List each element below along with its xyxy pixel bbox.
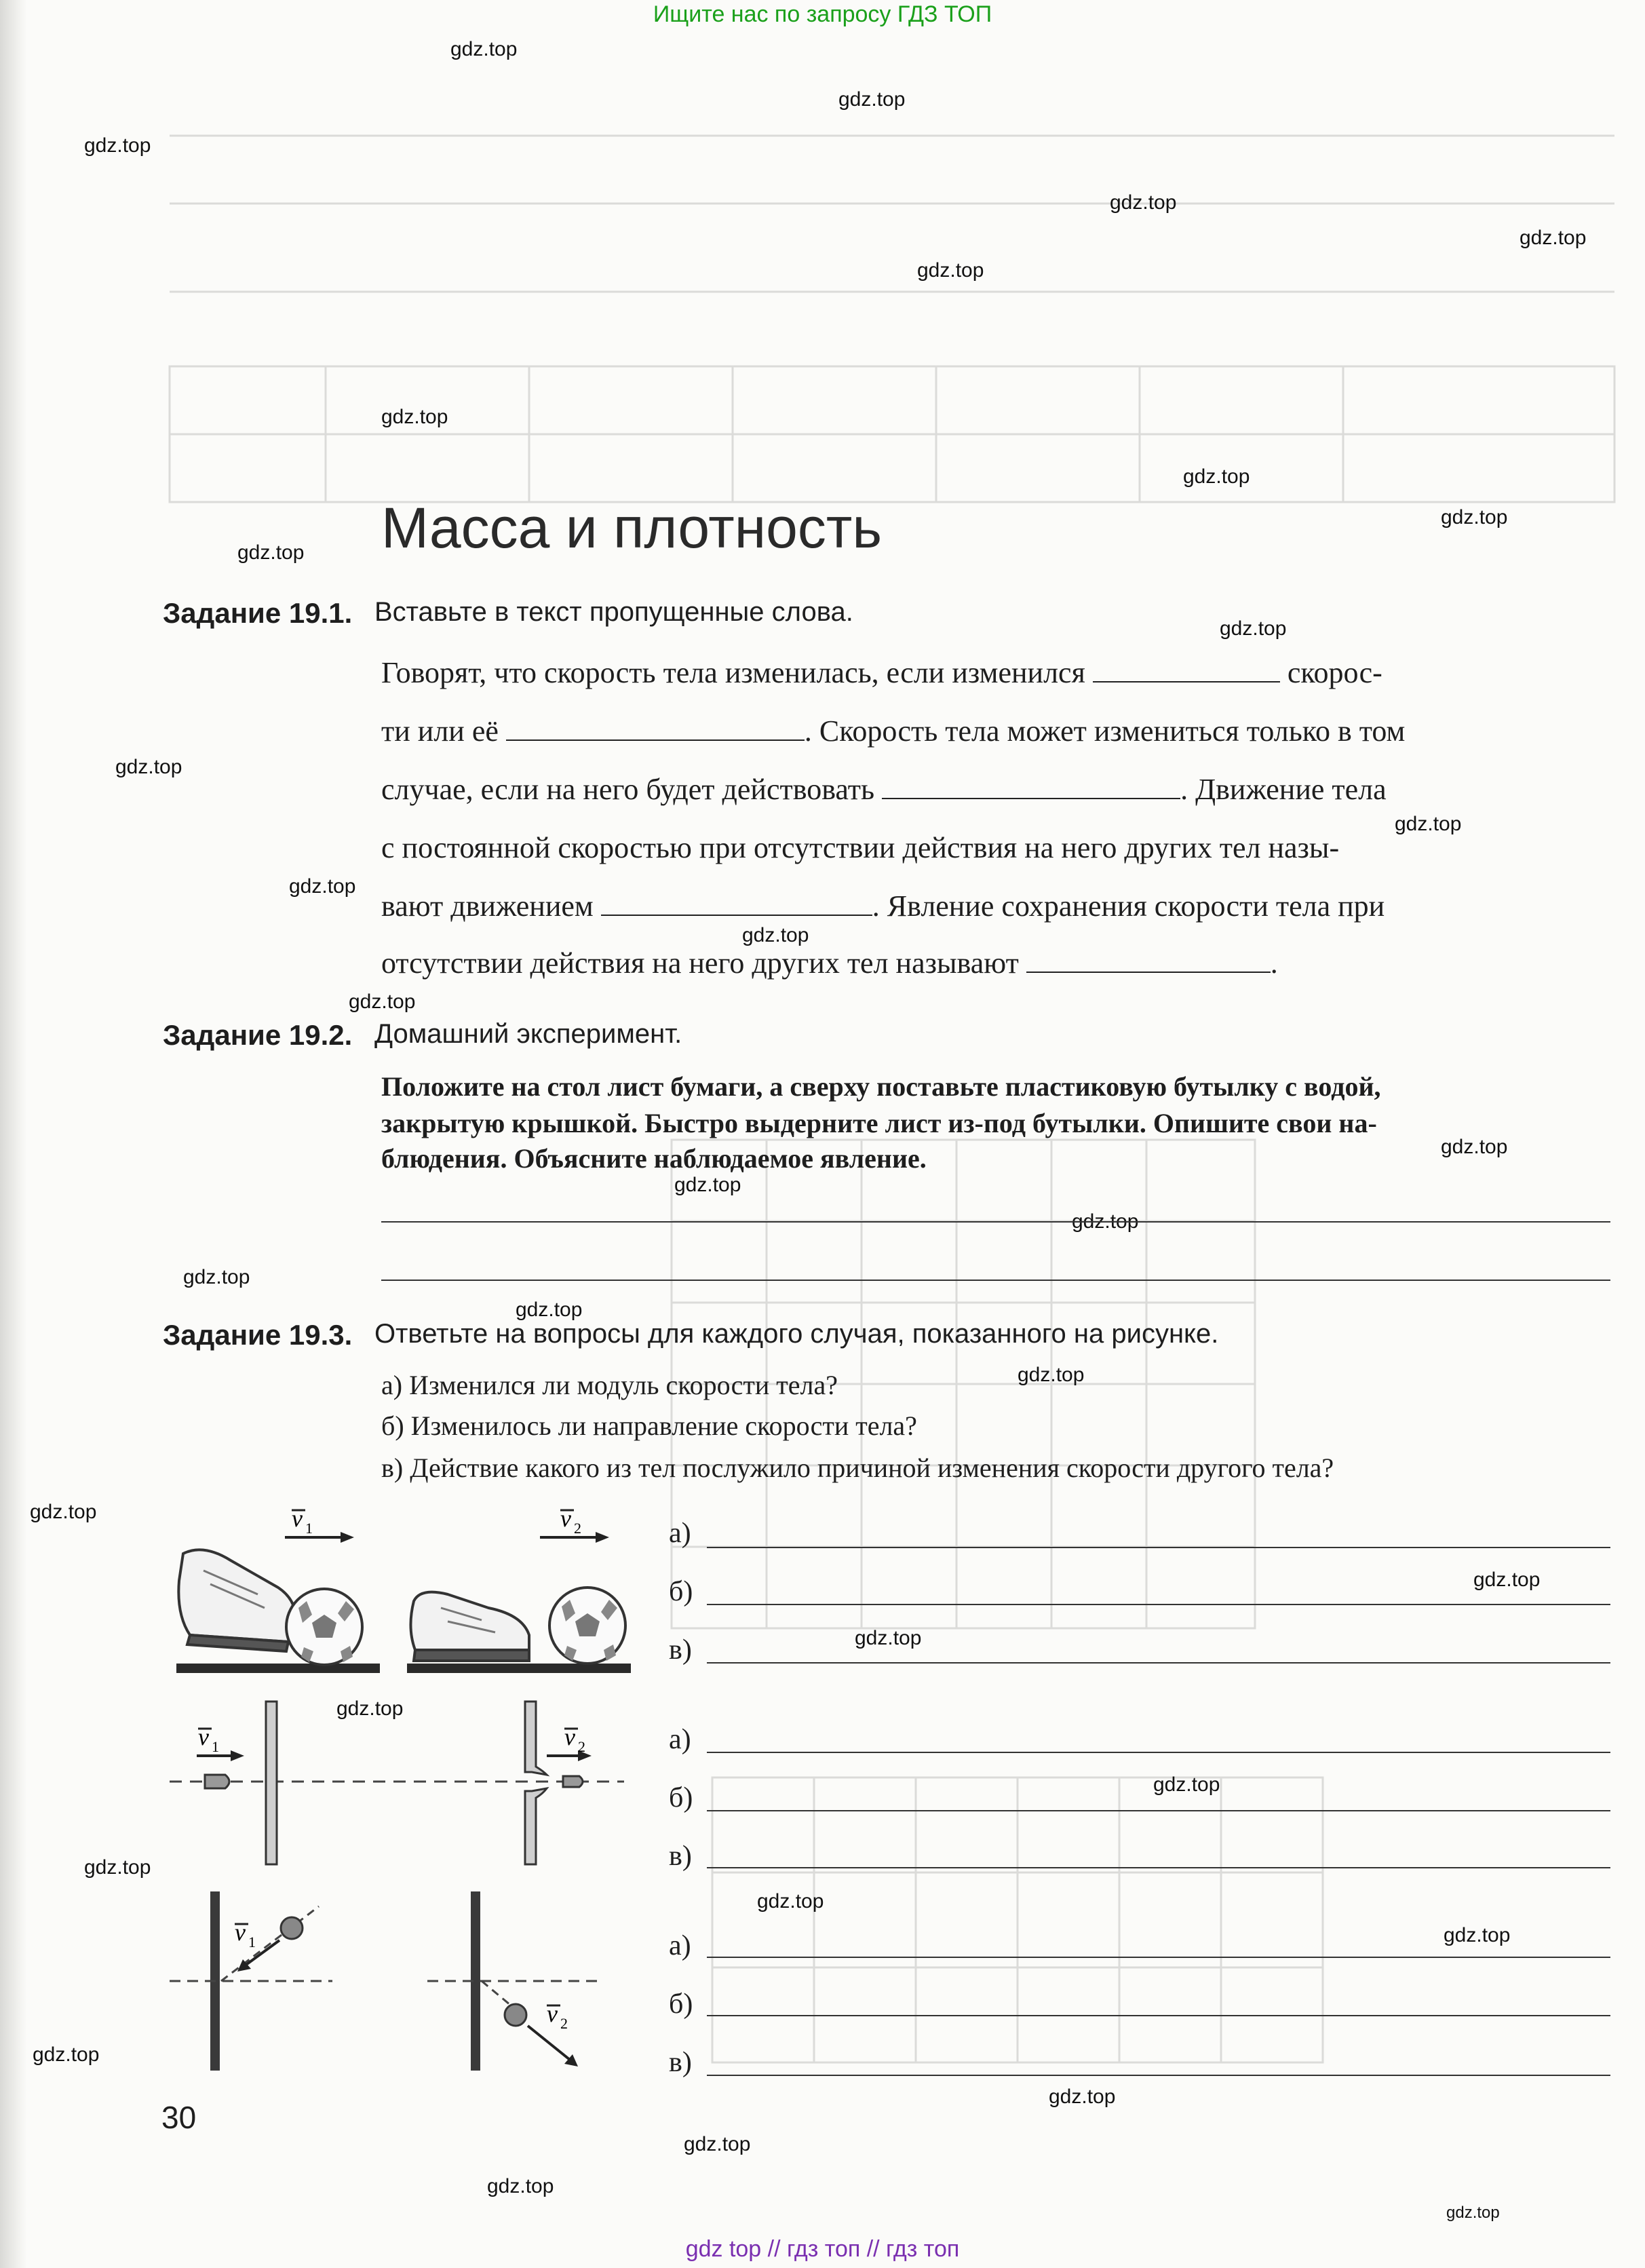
board-broken-bottom xyxy=(525,1788,547,1864)
task-19-1-line: с постоянной скоростью при отсутствии действия на него других тел назы- xyxy=(381,831,1340,864)
figure-ball-wall xyxy=(163,1886,638,2076)
task-19-2-line: Положите на стол лист бумаги, а сверху поставьте пластиковую бутылку с водой, xyxy=(381,1071,1381,1102)
task-19-1-label: Задание 19.1. xyxy=(163,597,353,629)
watermark: gdz.top xyxy=(855,1627,922,1649)
text-segment: Говорят, что скорость тела изменилась, если изменился xyxy=(381,656,1085,689)
ball-icon xyxy=(505,2004,526,2026)
fill-in-blank-5[interactable] xyxy=(1026,969,1271,973)
soccer-ball-icon xyxy=(549,1588,625,1664)
question-b: б) Изменилось ли направление скорости тела? xyxy=(381,1410,917,1441)
watermark: gdz.top xyxy=(289,875,356,898)
page-edge-shadow xyxy=(0,0,27,2268)
task-19-2-lead: Домашний эксперимент. xyxy=(374,1019,682,1049)
watermark: gdz.top xyxy=(1395,813,1462,835)
vector-label: v xyxy=(564,1723,575,1750)
text-segment: . xyxy=(1270,946,1278,980)
watermark: gdz.top xyxy=(1441,1136,1508,1158)
sneaker-icon xyxy=(178,1550,295,1651)
answer-line[interactable] xyxy=(707,1604,1610,1605)
board xyxy=(266,1702,277,1864)
answer-label-a: а) xyxy=(669,1930,691,1961)
answer-line[interactable] xyxy=(381,1280,1610,1281)
answer-line[interactable] xyxy=(707,2015,1610,2016)
answer-line[interactable] xyxy=(381,1221,1610,1223)
bullet-icon xyxy=(205,1775,229,1788)
task-19-1-line xyxy=(381,889,1385,923)
ball-icon xyxy=(281,1917,303,1939)
arrow-head xyxy=(596,1532,609,1543)
page-number: 30 xyxy=(161,2100,197,2135)
watermark: gdz.top xyxy=(84,1856,151,1879)
answer-line[interactable] xyxy=(707,1867,1610,1868)
figure-bullet-board xyxy=(163,1696,638,1872)
vector-label: v xyxy=(292,1506,303,1532)
answer-line[interactable] xyxy=(707,1662,1610,1664)
answer-label-c: в) xyxy=(669,2047,692,2078)
watermark: gdz.top xyxy=(1049,2086,1116,2108)
task-19-2-label: Задание 19.2. xyxy=(163,1019,353,1051)
task-19-2-line: блюдения. Объясните наблюдаемое явление. xyxy=(381,1143,927,1174)
watermark: gdz.top xyxy=(917,259,984,282)
watermark: gdz.top xyxy=(1183,465,1250,488)
text-segment: . Явление сохранения скорости тела при xyxy=(872,889,1385,923)
vector-subscript: 1 xyxy=(305,1520,313,1537)
fill-in-blank-4[interactable] xyxy=(601,912,872,916)
text-segment: . Движение тела xyxy=(1180,773,1387,806)
vector-subscript: 2 xyxy=(578,1738,585,1755)
watermark: gdz.top xyxy=(757,1890,824,1913)
watermark: gdz.top xyxy=(349,991,416,1013)
vector-subscript: 2 xyxy=(574,1520,581,1537)
soccer-ball-icon xyxy=(286,1589,362,1665)
floor-right xyxy=(407,1664,631,1673)
arrow-head xyxy=(341,1532,354,1543)
answer-line[interactable] xyxy=(707,1547,1610,1548)
bottom-banner[interactable]: gdz top // гдз топ // гдз топ xyxy=(685,2236,960,2262)
watermark: gdz.top xyxy=(1220,617,1287,640)
answer-line[interactable] xyxy=(707,1752,1610,1753)
sneaker-icon xyxy=(410,1592,529,1661)
task-19-1-lead: Вставьте в текст пропущенные слова. xyxy=(374,597,853,627)
watermark: gdz.top xyxy=(1441,506,1508,528)
watermark: gdz.top xyxy=(1018,1364,1085,1386)
watermark: gdz.top xyxy=(1444,1924,1511,1946)
answer-label-c: в) xyxy=(669,1841,692,1872)
vector-label: v xyxy=(235,1919,246,1946)
watermark: gdz.top xyxy=(516,1299,583,1321)
task-19-2-line: закрытую крышкой. Быстро выдерните лист из-под бутылки. Опишите свои на- xyxy=(381,1108,1377,1138)
watermark: gdz.top xyxy=(1110,191,1177,214)
watermark: gdz.top xyxy=(674,1174,741,1196)
watermark: gdz.top xyxy=(1520,227,1587,249)
watermark: gdz.top xyxy=(30,1501,97,1523)
arrow-head xyxy=(231,1750,244,1761)
vector-subscript: 1 xyxy=(212,1738,219,1755)
watermark: gdz.top xyxy=(183,1266,250,1288)
text-segment: вают движением xyxy=(381,889,594,923)
watermark: gdz.top xyxy=(1072,1210,1139,1233)
watermark: gdz.top xyxy=(1473,1569,1541,1591)
answer-label-b: б) xyxy=(669,1782,693,1813)
answer-label-b: б) xyxy=(669,1988,693,2020)
question-a: а) Изменился ли модуль скорости тела? xyxy=(381,1370,838,1400)
page-title: Масса и плотность xyxy=(381,496,883,560)
top-banner[interactable]: Ищите нас по запросу ГДЗ ТОП xyxy=(653,1,992,27)
watermark: gdz.top xyxy=(1153,1773,1220,1796)
figure-shoe-ball xyxy=(163,1506,638,1676)
watermark: gdz.top xyxy=(381,406,448,428)
watermark: gdz.top xyxy=(487,2175,554,2197)
task-19-1-line xyxy=(381,946,1278,980)
floor-left xyxy=(176,1664,380,1673)
task-19-1-line xyxy=(381,772,1387,807)
task-19-1-line xyxy=(381,714,1405,748)
question-c: в) Действие какого из тел послужило причиной изменения скорости другого тела? xyxy=(381,1453,1334,1483)
text-segment: ти или её xyxy=(381,714,499,748)
vector-subscript: 2 xyxy=(560,2015,568,2032)
vector-label: v xyxy=(547,2000,558,2027)
text-segment: отсутствии действия на него других тел называют xyxy=(381,946,1019,980)
fill-in-blank-1[interactable] xyxy=(1093,678,1280,683)
answer-label-a: а) xyxy=(669,1724,691,1755)
watermark: gdz.top xyxy=(838,88,906,111)
answer-line[interactable] xyxy=(707,1957,1610,1958)
watermark: gdz.top xyxy=(684,2133,751,2155)
watermark: gdz.top xyxy=(336,1697,404,1720)
task-19-3-label: Задание 19.3. xyxy=(163,1319,353,1351)
vector-label: v xyxy=(560,1506,571,1532)
watermark: gdz.top xyxy=(115,756,182,778)
answer-label-a: а) xyxy=(669,1518,691,1549)
answer-line[interactable] xyxy=(707,2075,1610,2076)
text-segment: скорос- xyxy=(1287,656,1382,689)
watermark: gdz.top xyxy=(33,2043,100,2066)
watermark: gdz.top xyxy=(742,924,809,946)
watermark: gdz.top xyxy=(450,38,518,60)
watermark: gdz.top xyxy=(84,134,151,157)
fill-in-blank-2[interactable] xyxy=(506,737,805,741)
answer-label-c: в) xyxy=(669,1634,692,1666)
bullet-icon xyxy=(563,1776,583,1787)
watermark: gdz.top xyxy=(1446,2204,1500,2222)
text-segment: случае, если на него будет действовать xyxy=(381,773,875,806)
task-19-3-lead: Ответьте на вопросы для каждого случая, показанного на рисунке. xyxy=(374,1319,1219,1349)
vector-subscript: 1 xyxy=(248,1934,256,1950)
answer-label-b: б) xyxy=(669,1576,693,1607)
fill-in-blank-3[interactable] xyxy=(882,795,1180,799)
text-segment: . Скорость тела может измениться только в том xyxy=(804,714,1406,748)
answer-line[interactable] xyxy=(707,1810,1610,1811)
watermark: gdz.top xyxy=(237,541,305,564)
board-broken-top xyxy=(525,1702,547,1775)
task-19-1-line xyxy=(381,655,1382,690)
vector-label: v xyxy=(198,1723,209,1750)
